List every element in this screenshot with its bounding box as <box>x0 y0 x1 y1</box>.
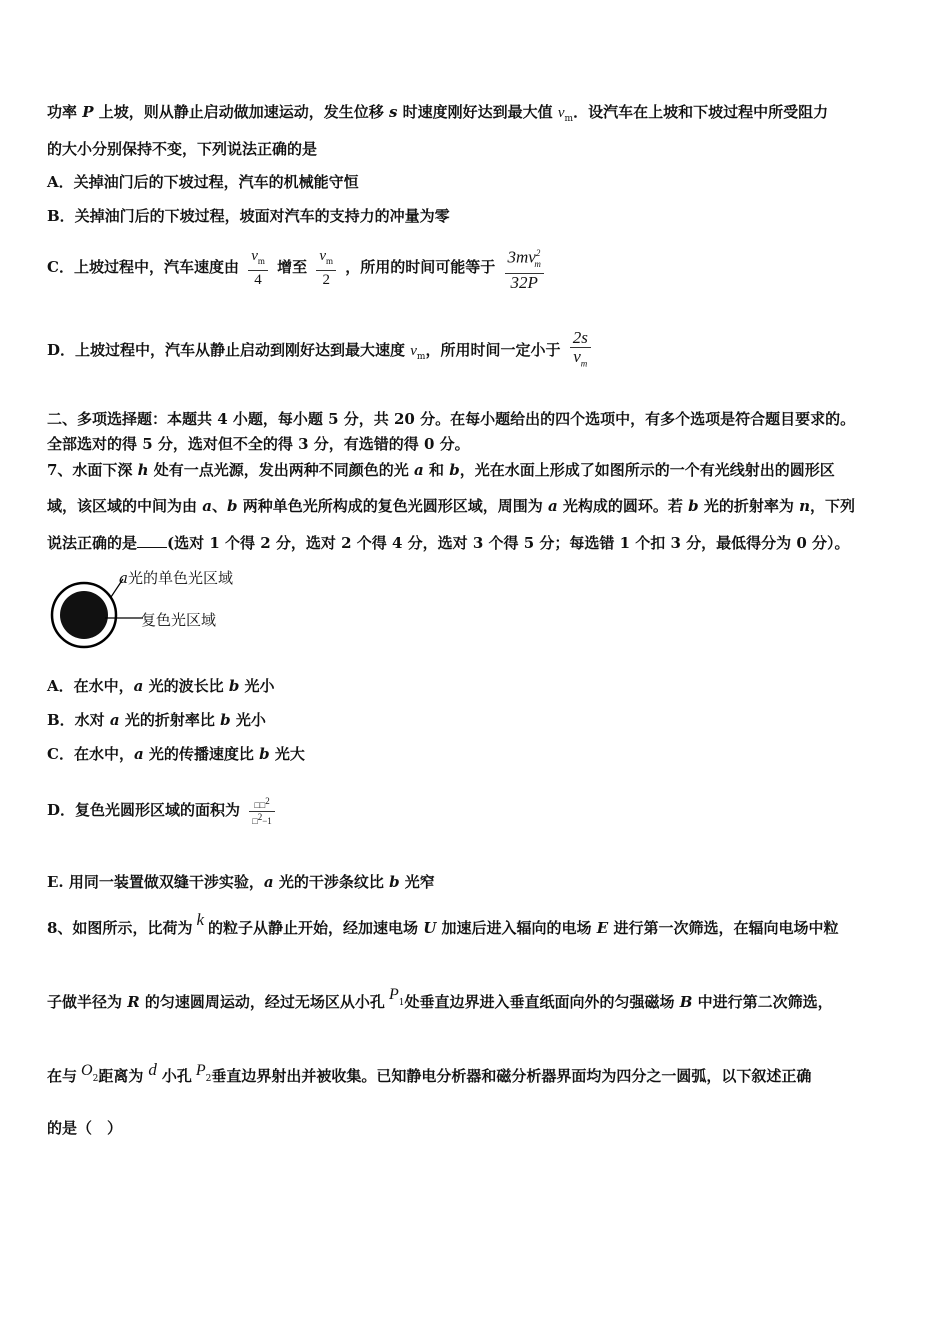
section-2-line-1: 二、多项选择题：本题共 4 小题，每小题 5 分，共 20 分。在每小题给出的四个选项中，有多个选项是符合题目要求的。 <box>47 410 856 428</box>
q7-option-c: C．在水中，a 光的传播速度比 b 光大 <box>47 745 305 763</box>
q7-option-b: B．水对 a 光的折射率比 b 光小 <box>47 711 266 729</box>
q7-line-1: 7、水面下深 h 处有一点光源，发出两种不同颜色的光 a 和 b，光在水面上形成了如图所示的一个有光线射出的圆形区 <box>47 461 835 479</box>
fraction-area-formula: $\frac{□□^2}{□^2-1}$ <box>249 796 275 827</box>
figure-label-inner: 复色光区域 <box>141 611 217 629</box>
q6-option-d: D．上坡过程中，汽车从静止启动到刚好达到最大速度 $v_m$，所用时间一定小于 $\frac{2s}{v_m}$ <box>47 326 595 381</box>
fraction-2s-over-vm: $\frac{2s}{v_m}$ <box>570 329 591 372</box>
q8-line-2: 子做半径为 R 的匀速圆周运动，经过无场区从小孔 $P_1$处垂直边界进入垂直纸面向外的匀强磁场 B 中进行第二次筛选， <box>47 986 833 1011</box>
q7-option-d: D．复色光圆形区域的面积为 $\frac{□□^2}{□^2-1}$ <box>47 790 279 830</box>
inner-disk <box>60 591 108 639</box>
section-2-line-2: 全部选对的得 5 分，选对但不全的得 3 分，有选错的得 0 分。 <box>47 435 470 453</box>
fraction-vm-over-4: $\frac{v_m}{4}$ <box>248 247 268 289</box>
intro-line-2: 的大小分别保持不变，下列说法正确的是 <box>47 140 318 158</box>
q7-line-3: 说法正确的是 (选对 1 个得 2 分，选对 2 个得 4 分，选对 3 个得 5 分；每选错 1 个扣 3 分，最低得分为 0 分）。 <box>47 534 850 552</box>
q6-option-b: B．关掉油门后的下坡过程，坡面对汽车的支持力的冲量为零 <box>47 207 450 225</box>
figure-label-outer: a光的单色光区域 <box>119 569 233 587</box>
fraction-vm-over-2: $\frac{v_m}{2}$ <box>316 247 336 289</box>
q6-option-a: A．关掉油门后的下坡过程，汽车的机械能守恒 <box>47 173 359 191</box>
q6-option-c: C．上坡过程中，汽车速度由 $\frac{v_m}{4}$ 增至 $\frac{v_m}{2}$ ，所用的时间可能等于 $\frac{3mv^2_m}{32P}$ <box>47 244 548 292</box>
q8-line-1: 8、如图所示，比荷为 k 的粒子从静止开始，经加速电场 U 加速后进入辐向的电场 E 进行第一次筛选，在辐向电场中粒 <box>47 910 839 937</box>
fraction-3mvm2-over-32p: $\frac{3mv^2_m}{32P}$ <box>505 244 544 292</box>
q8-line-3: 在与 $O_2$距离为 d 小孔 $P_2$垂直边界射出并被收集。已知静电分析器和磁分析器界面均为四分之一圆弧，以下叙述正确 <box>47 1060 812 1085</box>
q7-line-2: 域，该区域的中间为由 a、b 两种单色光所构成的复色光圆形区域，周围为 a 光构成的圆环。若 b 光的折射率为 n，下列 <box>47 497 855 515</box>
q7-option-e: E. 用同一装置做双缝干涉实验，a 光的干涉条纹比 b 光窄 <box>47 873 435 891</box>
q7-figure <box>47 563 307 653</box>
answer-blank[interactable] <box>137 533 167 548</box>
intro-line-1: 功率 P 上坡，则从静止启动做加速运动，发生位移 s 时速度刚好达到最大值 $v_m$．设汽车在上坡和下坡过程中所受阻力 <box>47 103 829 124</box>
q7-option-a: A．在水中，a 光的波长比 b 光小 <box>47 677 275 695</box>
q8-line-4: 的是（ ） <box>47 1119 123 1137</box>
